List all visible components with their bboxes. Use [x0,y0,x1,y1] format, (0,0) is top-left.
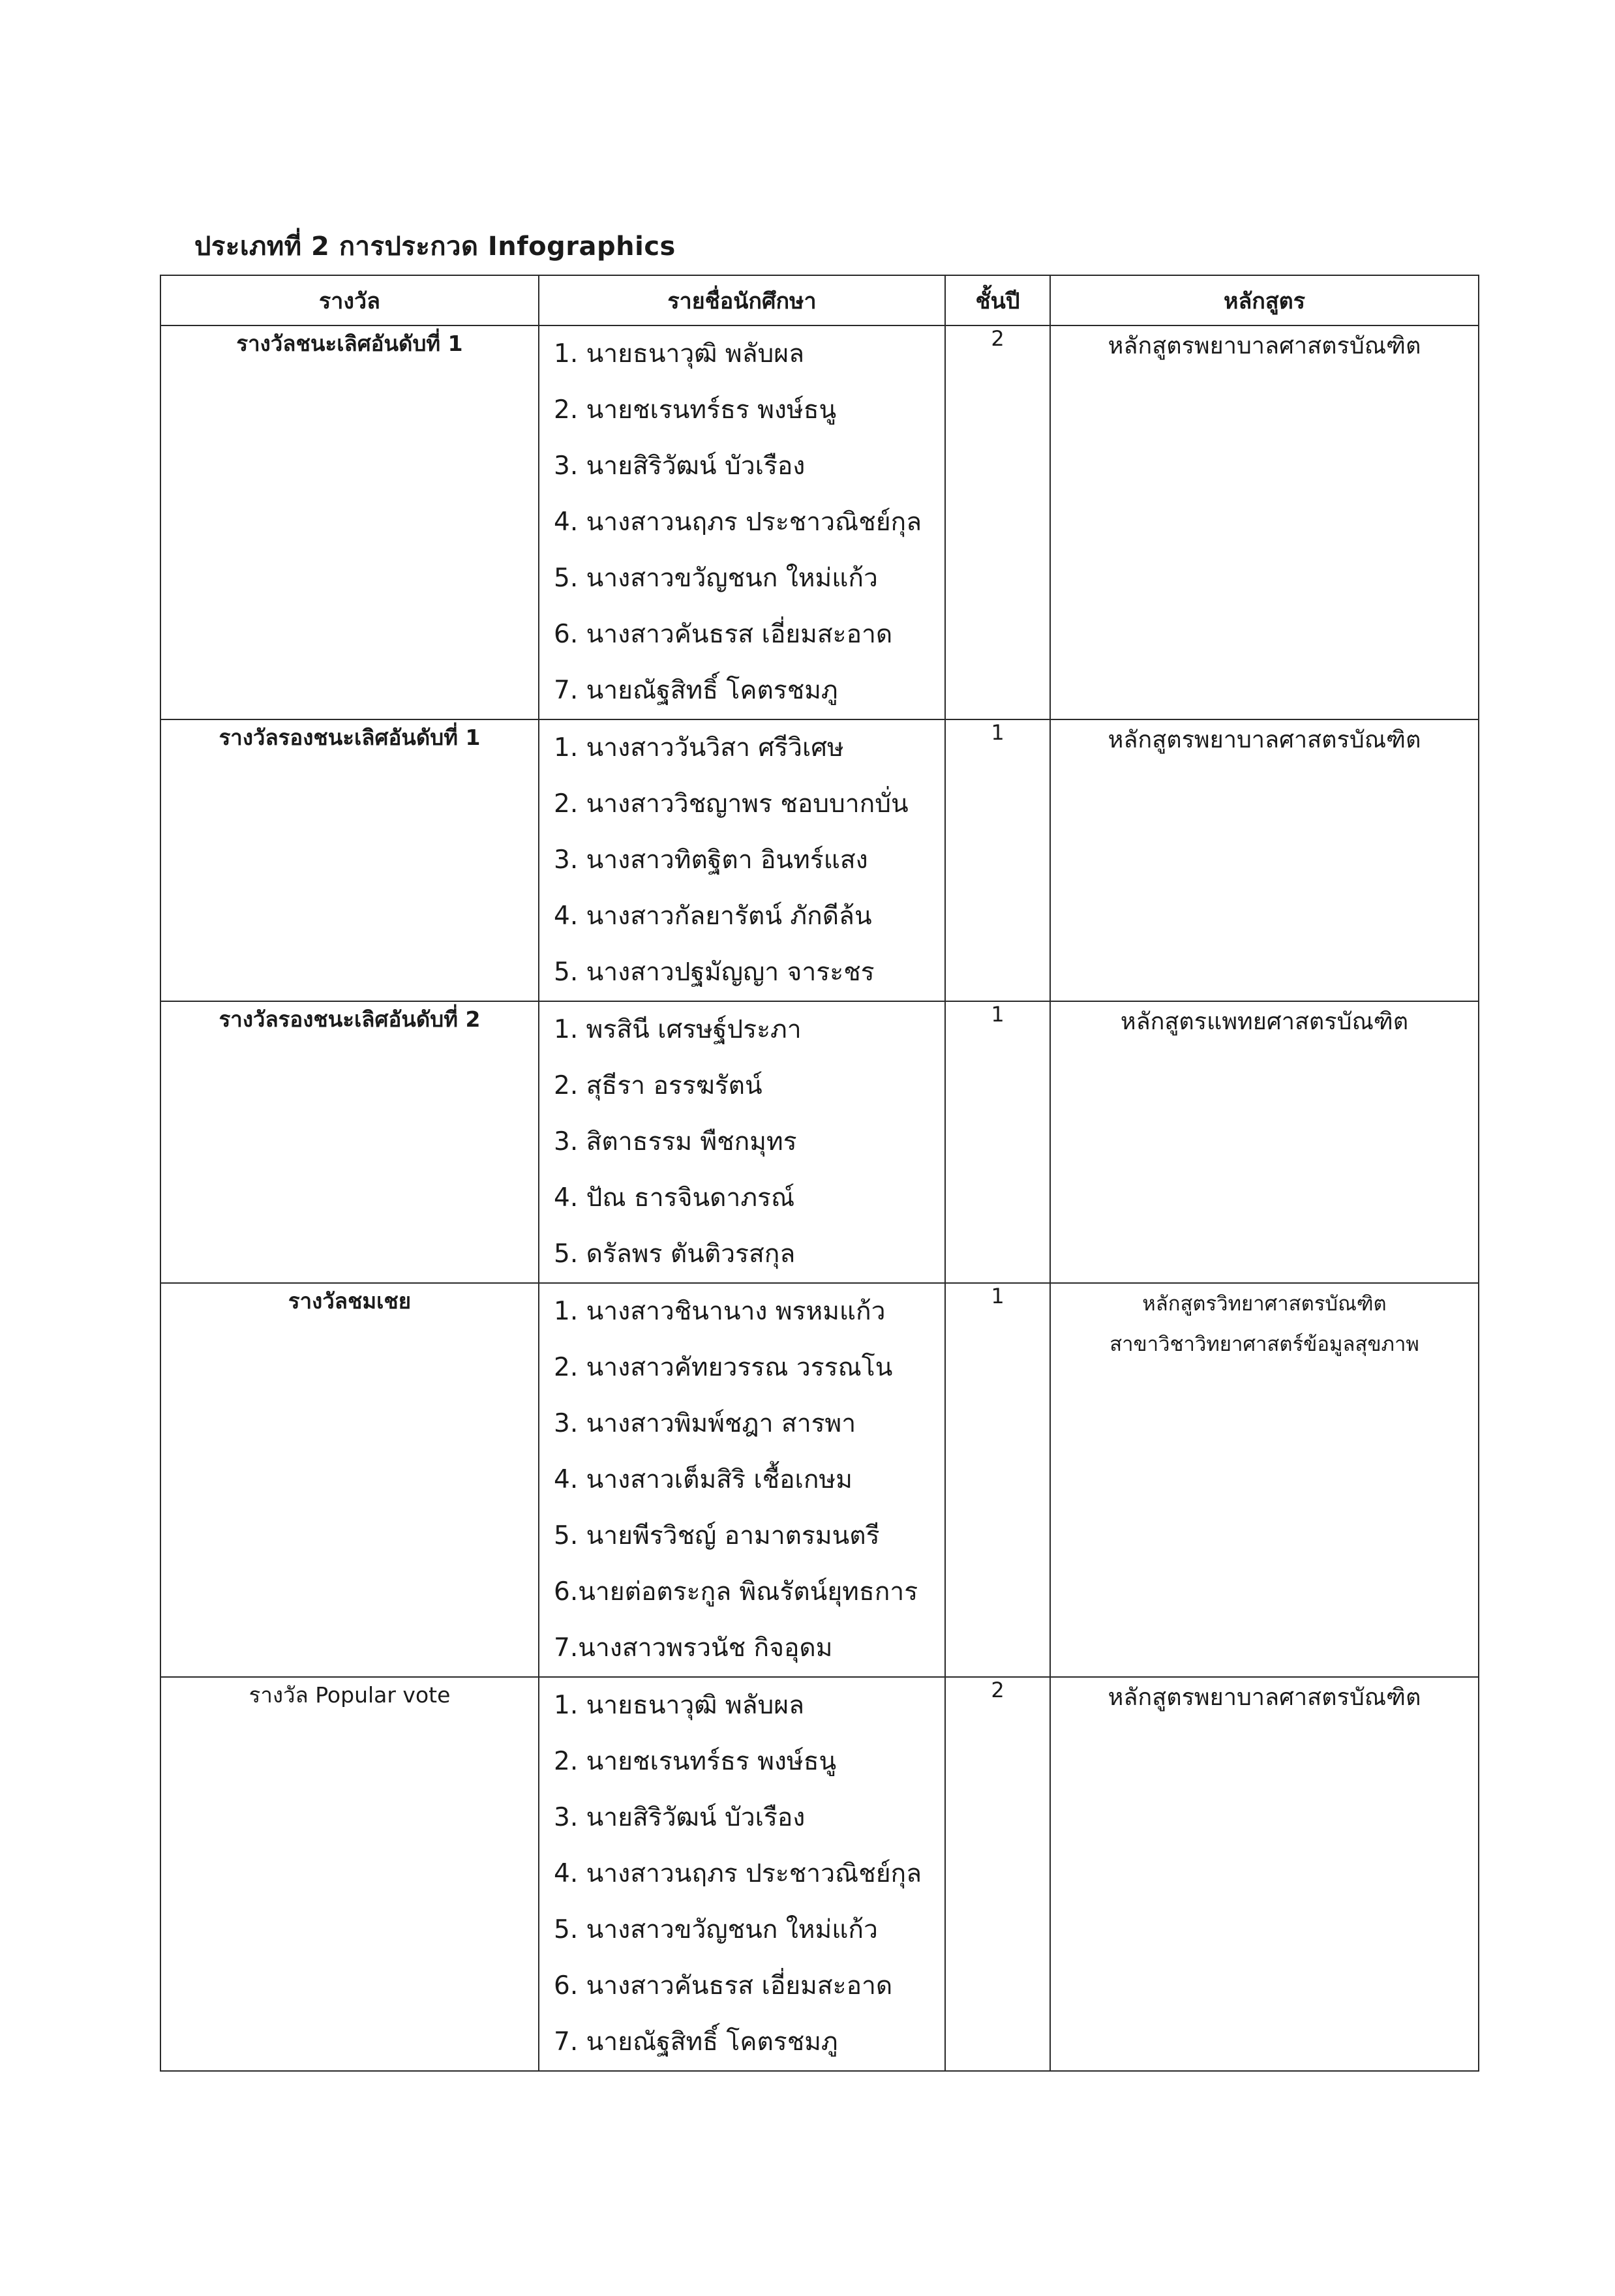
student-name: 5. นางสาวขวัญชนก ใหม่แก้ว [554,564,878,593]
student-name: 4. นางสาวนฤภร ประชาวณิชย์กุล [554,507,922,537]
names-cell [539,1677,945,2071]
student-name: 7. นายณัฐสิทธิ์ โคตรชมภู [554,676,838,705]
header-award: รางวัล [160,275,539,325]
program-line: หลักสูตรแพทยศาสตรบัณฑิต [1120,1008,1409,1035]
year-cell: 2 [945,1677,1050,2071]
student-name: 2. นายชเรนทร์ธร พงษ์ธนู [554,1747,837,1776]
student-name: 6. นางสาวคันธรส เอี่ยมสะอาด [554,1971,893,2001]
student-name: 2. นางสาววิชญาพร ชอบบากบั่น [554,789,909,819]
program-cell [1050,325,1479,719]
header-names: รายชื่อนักศึกษา [539,275,945,325]
program-line: หลักสูตรพยาบาลศาสตรบัณฑิต [1108,1684,1421,1711]
student-name: 3. สิตาธรรม พืชกมุทร [554,1127,797,1156]
student-name: 2. นางสาวคัทยวรรณ วรรณโน [554,1353,893,1382]
year-cell: 2 [945,325,1050,719]
program-cell [1050,1283,1479,1677]
program-cell [1050,1001,1479,1283]
student-name: 5. นางสาวปฐมัญญา จาระชร [554,958,875,987]
program-cell [1050,719,1479,1001]
names-cell [539,719,945,1001]
student-name: 6.นายต่อตระกูล พิณรัตน์ยุทธการ [554,1577,918,1607]
names-cell [539,325,945,719]
program-line: สาขาวิชาวิทยาศาสตร์ข้อมูลสุขภาพ [1109,1333,1419,1356]
page-title: ประเภทที่ 2 การประกวด Infographics [194,232,676,262]
student-name: 7.นางสาวพรวนัช กิจอุดม [554,1633,833,1663]
student-name: 5. ดรัลพร ตันติวรสกุล [554,1239,796,1269]
table-row [160,1283,1479,1677]
student-name: 1. นางสาววันวิสา ศรีวิเศษ [554,733,844,763]
student-name: 4. นางสาวนฤภร ประชาวณิชย์กุล [554,1859,922,1888]
student-name: 2. นายชเรนทร์ธร พงษ์ธนู [554,395,837,425]
year-cell: 1 [945,1283,1050,1677]
table-row [160,1001,1479,1283]
table-row [160,325,1479,719]
header-year: ชั้นปี [945,275,1050,325]
student-name: 1. นายธนาวุฒิ พลับผล [554,1691,805,1720]
student-name: 5. นางสาวขวัญชนก ใหม่แก้ว [554,1915,878,1944]
award-cell: รางวัลรองชนะเลิศอันดับที่ 2 [160,1001,539,1283]
header-program: หลักสูตร [1050,275,1479,325]
student-name: 3. นางสาวพิมพ์ชฎา สารพา [554,1409,856,1438]
names-cell [539,1001,945,1283]
student-name: 1. พรสินี เศรษฐ์ประภา [554,1015,802,1044]
award-cell: รางวัลชนะเลิศอันดับที่ 1 [160,325,539,719]
student-name: 1. นางสาวชินานาง พรหมแก้ว [554,1297,886,1326]
awards-table [160,275,1479,2072]
table-row [160,719,1479,1001]
student-name: 5. นายพีรวิชญ์ อามาตรมนตรี [554,1521,880,1550]
award-cell: รางวัลชมเชย [160,1283,539,1677]
student-name: 6. นางสาวคันธรส เอี่ยมสะอาด [554,620,893,649]
student-name: 3. นายสิริวัฒน์ บัวเรือง [554,451,806,481]
award-cell: รางวัลรองชนะเลิศอันดับที่ 1 [160,719,539,1001]
year-cell: 1 [945,1001,1050,1283]
names-cell [539,1283,945,1677]
student-name: 4. นางสาวเต็มสิริ เชื้อเกษม [554,1465,853,1494]
student-name: 4. ปัณ ธารจินดาภรณ์ [554,1183,795,1213]
award-cell: รางวัล Popular vote [160,1677,539,2071]
table-header-row [160,275,1479,325]
table-row [160,1677,1479,2071]
program-line: หลักสูตรพยาบาลศาสตรบัณฑิต [1108,727,1421,753]
student-name: 1. นายธนาวุฒิ พลับผล [554,339,805,369]
year-cell: 1 [945,719,1050,1001]
program-line: หลักสูตรพยาบาลศาสตรบัณฑิต [1108,333,1421,359]
student-name: 4. นางสาวกัลยารัตน์ ภักดีล้น [554,901,872,931]
student-name: 3. นางสาวทิตฐิตา อินทร์แสง [554,845,868,875]
program-cell [1050,1677,1479,2071]
student-name: 7. นายณัฐสิทธิ์ โคตรชมภู [554,2027,838,2057]
student-name: 3. นายสิริวัฒน์ บัวเรือง [554,1803,806,1832]
student-name: 2. สุธีรา อรรฆรัตน์ [554,1071,762,1100]
program-line: หลักสูตรวิทยาศาสตรบัณฑิต [1142,1292,1387,1316]
